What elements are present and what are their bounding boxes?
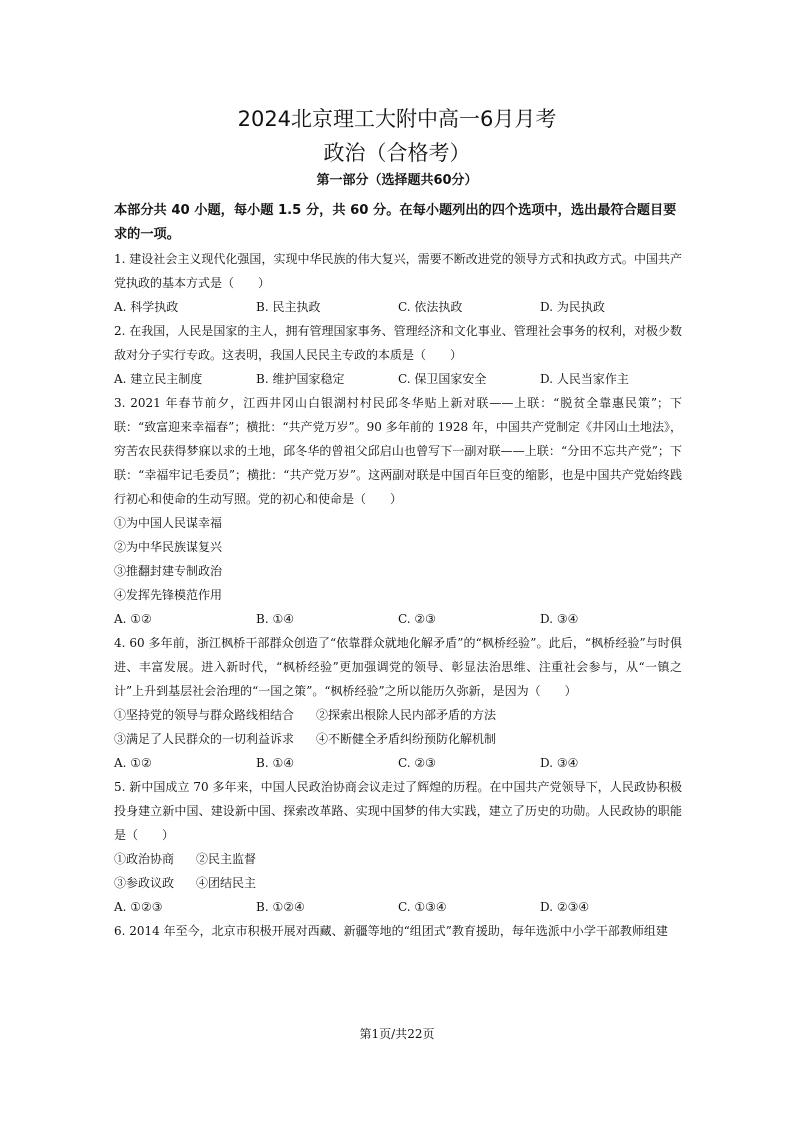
exam-subtitle: 政治（合格考） <box>323 141 471 165</box>
option-d: D. 人民当家作主 <box>540 372 629 386</box>
question-1-options <box>114 295 682 319</box>
option-c: C. ②③ <box>398 756 436 770</box>
question-3-item-1: ①为中国人民谋幸福 <box>114 516 223 530</box>
question-4-item-3: ③满足了人民群众的一切利益诉求 <box>114 732 295 746</box>
question-4-item-4: ④不断健全矛盾纠纷预防化解机制 <box>316 732 497 746</box>
option-d: D. ③④ <box>540 612 579 626</box>
question-4-items-row-2 <box>114 727 682 751</box>
question-3-options <box>114 607 682 631</box>
section-heading: 第一部分（选择题共60分） <box>316 173 478 188</box>
question-1-stem: 1. 建设社会主义现代化强国，实现中华民族的伟大复兴，需要不断改进党的领导方式和执政方式。中国共产党执政的基本方式是（ ） <box>114 252 682 290</box>
question-5-item-4: ④团结民主 <box>196 876 257 890</box>
option-a: A. ①②③ <box>114 900 163 914</box>
question-5-items-row-1 <box>114 847 682 871</box>
question-4-items-row-1 <box>114 703 682 727</box>
question-5-stem: 5. 新中国成立 70 多年来，中国人民政治协商会议走过了辉煌的历程。在中国共产党领导下，人民政协积极投身建立新中国、建设新中国、探索改革路、实现中国梦的伟大实践，建立了历史的功勋。人民政协的职能是（ ） <box>114 780 682 842</box>
question-2-options <box>114 367 682 391</box>
option-a: A. ①② <box>114 612 152 626</box>
option-d: D. 为民执政 <box>540 300 605 314</box>
option-d: D. ③④ <box>540 756 579 770</box>
option-b: B. ①④ <box>256 612 294 626</box>
question-4-options <box>114 751 682 775</box>
option-b: B. ①②④ <box>256 900 305 914</box>
question-5-item-1: ①政治协商 <box>114 852 175 866</box>
option-a: A. 科学执政 <box>114 300 179 314</box>
question-5-item-3: ③参政议政 <box>114 876 175 890</box>
option-d: D. ②③④ <box>540 900 590 914</box>
option-b: B. ①④ <box>256 756 294 770</box>
question-3-stem: 3. 2021 年春节前夕，江西井冈山白银湖村村民邱冬华贴上新对联——上联：“脱贫全靠惠民策”；下联：“致富迎来幸福春”；横批：“共产党万岁”。90 多年前的 1928 年，中国共产党制定《井冈山土地法》，穷苦农民获得梦寐以求的土地，邱冬华的曾祖父邱启山也曾写下一副对联——上联：“分田不忘共产党”；下联：“幸福牢记毛委员”；横批：“共产党万岁”。这两副对联是中国百年巨变的缩影，也是中国共产党始终践行初心和使命的生动写照。党的初心和使命是（ ） <box>114 396 682 506</box>
instructions: 本部分共 40 小题，每小题 1.5 分，共 60 分。在每小题列出的四个选项中，选出最符合题目要求的一项。 <box>114 203 677 242</box>
question-3-item-3: ③推翻封建专制政治 <box>114 564 223 578</box>
question-5-items-row-2 <box>114 871 682 895</box>
option-c: C. 保卫国家安全 <box>398 372 487 386</box>
question-5-options <box>114 895 682 919</box>
page-number: 第1页/共22页 <box>359 1027 435 1041</box>
option-b: B. 民主执政 <box>256 300 321 314</box>
option-b: B. 维护国家稳定 <box>256 372 345 386</box>
option-a: A. 建立民主制度 <box>114 372 203 386</box>
question-4-item-2: ②探索出根除人民内部矛盾的方法 <box>316 708 497 722</box>
option-a: A. ①② <box>114 756 152 770</box>
question-3-item-2: ②为中华民族谋复兴 <box>114 540 223 554</box>
question-4-item-1: ①坚持党的领导与群众路线相结合 <box>114 708 295 722</box>
question-4-stem: 4. 60 多年前，浙江枫桥干部群众创造了“依靠群众就地化解矛盾”的“枫桥经验”。此后，“枫桥经验”与时俱进、丰富发展。进入新时代，“枫桥经验”更加强调党的领导、彰显法治思维、注重社会参与，从“一镇之计”上升到基层社会治理的“一国之策”。“枫桥经验”之所以能历久弥新，是因为（ ） <box>114 636 682 698</box>
option-c: C. 依法执政 <box>398 300 463 314</box>
question-body <box>114 199 682 943</box>
question-3-item-4: ④发挥先锋模范作用 <box>114 588 223 602</box>
question-6-stem: 6. 2014 年至今，北京市积极开展对西藏、新疆等地的“组团式”教育援助，每年选派中小学干部教师组建 <box>114 924 668 938</box>
question-2-stem: 2. 在我国，人民是国家的主人，拥有管理国家事务、管理经济和文化事业、管理社会事务的权利，对极少数敌对分子实行专政。这表明，我国人民民主专政的本质是（ ） <box>114 324 682 362</box>
question-5-item-2: ②民主监督 <box>196 852 257 866</box>
option-c: C. ①③④ <box>398 900 447 914</box>
option-c: C. ②③ <box>398 612 436 626</box>
exam-title: 2024北京理工大附中高一6月月考 <box>237 107 557 131</box>
